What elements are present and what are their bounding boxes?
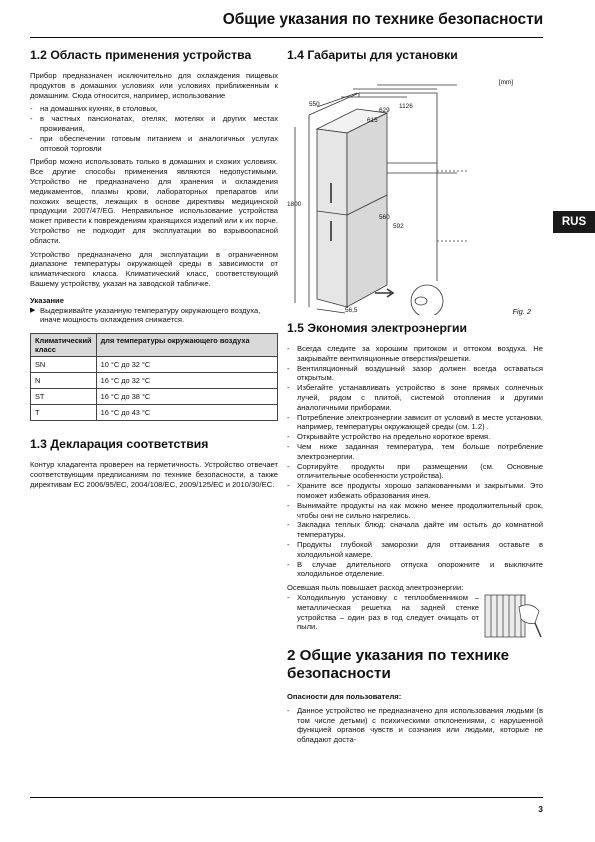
- dimension-label: 615: [367, 117, 378, 124]
- table-row: [31, 405, 278, 421]
- list-item: - на домашних кухнях, в столовых,: [30, 104, 158, 114]
- section-1-4-heading: 1.4 Габариты для установки: [287, 48, 458, 62]
- table-cell: 16 °C до 32 °C: [96, 373, 277, 389]
- footer-rule: [30, 797, 543, 798]
- list-item: - Всегда следите за хорошим притоком и оттоком воздуха. Не закрывайте вентиляционные отверстия/решетки.: [287, 344, 543, 363]
- dust-list: [287, 593, 479, 635]
- note-text: ▶ Выдерживайте указанную температуру окружающего воздуха, иначе мощность охлаждения снижается.: [30, 305, 261, 325]
- header-rule: [30, 37, 543, 38]
- list-item: - В случае длительного отпуска опорожните и выключите холодильное отделение.: [287, 559, 543, 579]
- table-cell: T: [31, 405, 97, 421]
- table-header-row: [31, 334, 278, 357]
- list-item: - Избегайте устанавливать устройство в зоне прямых солнечных лучей, рядом с плитой, системой отопления и другими аналогичными приборами.: [287, 383, 543, 412]
- dimension-label: 550: [309, 101, 320, 108]
- energy-saving-list: [287, 344, 543, 579]
- column-header: для температуры окружающего воздуха: [96, 334, 277, 357]
- hazards-list: [287, 706, 543, 745]
- section-2-heading: 2 Общие указания по технике безопасности: [287, 646, 510, 682]
- section-2-subheading: Опасности для пользователя:: [287, 691, 402, 701]
- list-item: - Данное устройство не предназначено для использования людьми (в том числе детьми) с психическими отклонениями, с нарушенной функцией органов чувств и сознания или людьми, которые не обладают доста-: [287, 705, 543, 745]
- section-1-2-intro: Прибор предназначен исключительно для охлаждения пищевых продуктов в домашних условиях или условиях приближенным к домашним. Сюда относится, например, использование: [30, 71, 278, 100]
- table-cell: 10 °C до 32 °C: [96, 357, 277, 373]
- dust-intro: Осевшая пыль повышает расход электроэнергии:: [287, 583, 464, 593]
- section-1-3-heading: 1.3 Декларация соответствия: [30, 437, 209, 452]
- column-header: Климатический класс: [31, 334, 97, 357]
- table-row: [31, 357, 278, 373]
- dimension-label: 1800: [287, 201, 302, 208]
- table-cell: 16 °C до 43 °C: [96, 405, 277, 421]
- unit-label: [mm]: [498, 79, 513, 86]
- dimension-label: 592: [393, 223, 404, 230]
- section-1-2-paragraph-3: Устройство предназначено для эксплуатации в ограниченном диапазоне температуры окружающей среды в зависимости от климатического класса. Климатический класс, соответствующий Вашему устройству, указан на заводской табличке.: [30, 249, 278, 288]
- page-header-title: Общие указания по технике безопасности: [222, 11, 543, 28]
- section-1-2-paragraph-2: Прибор можно использовать только в домашних и схожих условиях. Все другие способы применения являются недопустимыми. Устройство не предназначено для хранения и охлаждения медикаментов, плазмы крови, лабораторных препаратов или похожих веществ, лежащих в основе директивы медицинской продукции 2007/47/EG. Неправильное использование устройства может привести к повреждениям хранящихся изделий или к их порче. Устройство не подходит для эксплуатации во взрывоопасной области.: [30, 157, 278, 245]
- usage-list: [30, 104, 278, 153]
- section-1-2-heading: 1.2 Область применения устройства: [30, 48, 252, 62]
- language-tab[interactable]: RUS: [553, 211, 595, 233]
- table-cell: SN: [31, 357, 97, 373]
- list-item: - Закладка теплых блюд: сначала дайте им остыть до комнатной температуры.: [287, 520, 543, 540]
- list-item: - Потребление электроэнергии зависит от условий в месте установки, например, температуры окружающей среды (см. 1.2) .: [287, 412, 543, 432]
- installation-dimensions-figure: [287, 71, 531, 316]
- dimension-label: 629: [379, 107, 390, 114]
- list-item: - Храните все продукты хорошо запакованными и закрытыми. Это поможет избежать образования инея.: [287, 481, 543, 500]
- dimension-label: 560: [379, 214, 390, 221]
- list-item: - Чем ниже заданная температура, тем больше потребление электроэнергии.: [287, 441, 543, 461]
- list-item: - Вентиляционный воздушный зазор должен всегда оставаться открытым.: [287, 363, 543, 383]
- list-item: - в частных пансионатах, отелях, мотелях и других местах проживания,: [30, 114, 278, 133]
- list-item: - Открывайте устройство на предельно короткое время.: [287, 432, 491, 442]
- condenser-cleaning-illustration: [483, 593, 543, 639]
- left-column: [30, 48, 278, 494]
- list-item: - Сортируйте продукты при размещении (см. Основные отличительные особенности устройства).: [287, 461, 543, 481]
- table-cell: 16 °C до 38 °C: [96, 389, 277, 405]
- table-row: [31, 389, 278, 405]
- table-cell: N: [31, 373, 97, 389]
- note-title: Указание: [30, 295, 64, 305]
- section-1-5-heading: 1.5 Экономия электроэнергии: [287, 321, 467, 335]
- list-item: - Холодильную установку с теплообменником – металлическая решетка на задней стенке устройства – один раз в год следует очищать от пыли.: [287, 592, 479, 632]
- dimension-label: 56,5: [345, 307, 358, 314]
- figure-caption: Fig. 2: [512, 307, 531, 316]
- list-item: - Вынимайте продукты на как можно менее продолжительный срок, чтобы они не сильно нагрелись.: [287, 500, 543, 520]
- dimension-label: 1126: [399, 103, 413, 110]
- table-row: [31, 373, 278, 389]
- right-column: [287, 48, 543, 749]
- table-cell: ST: [31, 389, 97, 405]
- climate-class-table: [30, 333, 278, 421]
- arrow-right-icon: ▶: [30, 306, 36, 314]
- page-number: 3: [538, 804, 543, 814]
- dust-block: [287, 593, 543, 639]
- list-item: - Продукты глубокой заморозки для оттаивания оставьте в холодильной камере.: [287, 539, 543, 559]
- section-1-3-text: Контур хладагента проверен на герметичность. Устройство отвечает соответствующим предписаниям по технике безопасности, а также директивам ЕС 2006/95/EC, 2004/108/EC, 2009/125/EC и 2010/30/EC.: [30, 460, 278, 489]
- list-item: - при обеспечении готовым питанием и аналогичных услугах оптовой торговли: [30, 133, 278, 153]
